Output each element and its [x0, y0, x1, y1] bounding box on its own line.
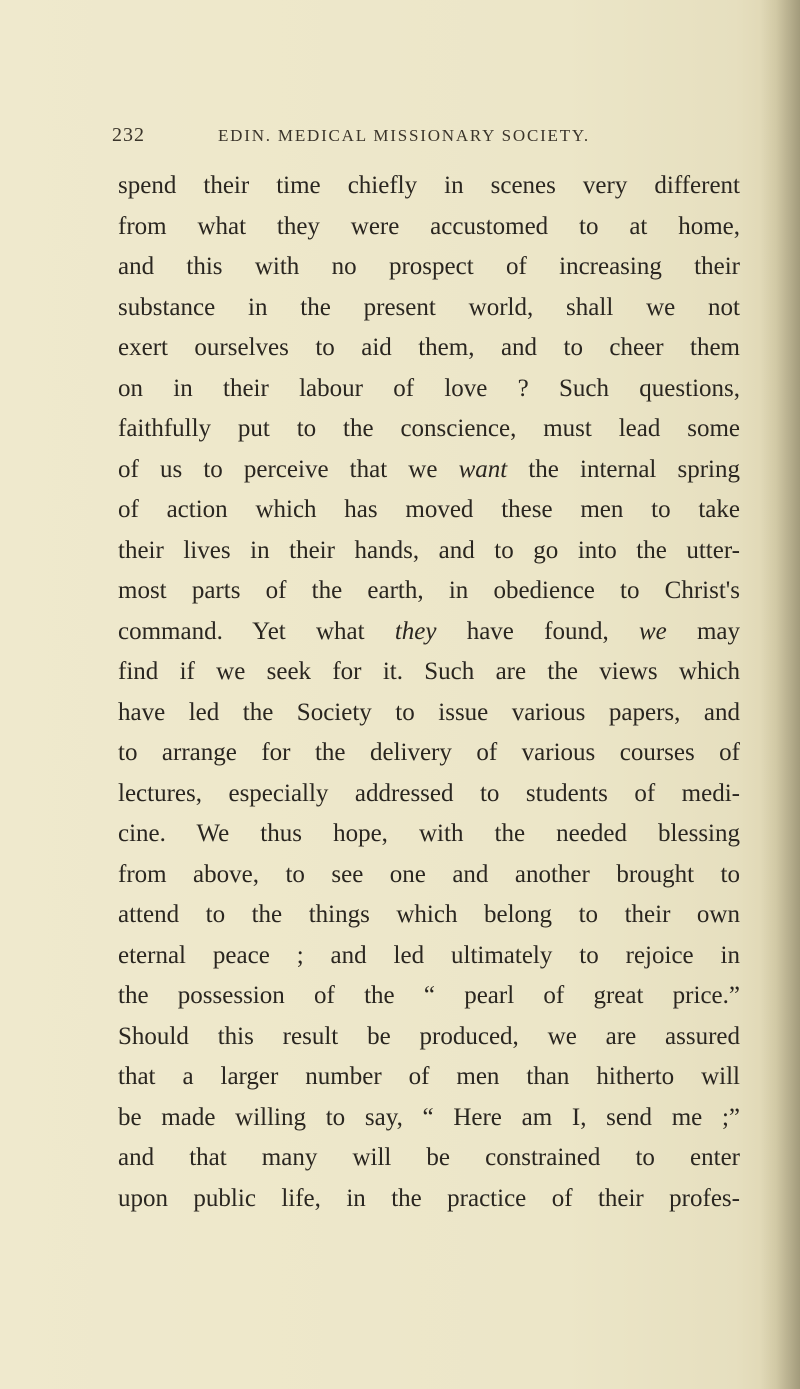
text-line: eternal peace ; and led ultimately to rejoice in: [118, 941, 740, 969]
text-line: to arrange for the delivery of various courses of: [118, 739, 740, 766]
text-line: substance in the present world, shall we not: [118, 293, 740, 321]
text-line: attend to the things which belong to their own: [118, 901, 740, 928]
body-text: [118, 166, 740, 1219]
text-line: have led the Society to issue various papers, and: [118, 698, 740, 726]
page-header: [112, 124, 752, 154]
text-line: from what they were accustomed to at home,: [118, 212, 740, 240]
italic-word: we: [638, 617, 667, 645]
italic-word: they: [394, 617, 437, 645]
text-line: cine. We thus hope, with the needed blessing: [118, 820, 740, 847]
running-head: EDIN. MEDICAL MISSIONARY SOCIETY.: [218, 126, 590, 145]
italic-word: want: [458, 455, 508, 483]
text-line: that a larger number of men than hitherto will: [118, 1063, 740, 1090]
text-line: find if we seek for it. Such are the views which: [118, 658, 740, 685]
text-line: lectures, especially addressed to students of medi-: [118, 779, 740, 807]
text-line: their lives in their hands, and to go into the utter-: [118, 536, 740, 564]
text-line: and that many will be constrained to enter: [118, 1144, 740, 1171]
text-line: of us to perceive that we want the internal spring: [118, 455, 740, 483]
text-line: faithfully put to the conscience, must lead some: [118, 415, 740, 442]
text-line: of action which has moved these men to take: [118, 496, 740, 523]
text-line: spend their time chiefly in scenes very different: [118, 172, 740, 199]
text-line: exert ourselves to aid them, and to cheer them: [118, 334, 740, 361]
page-number: 232: [112, 124, 145, 146]
text-line: command. Yet what they have found, we may: [118, 617, 740, 645]
text-line: from above, to see one and another brought to: [118, 860, 740, 888]
text-line: upon public life, in the practice of their profes-: [118, 1184, 740, 1212]
text-line: Should this result be produced, we are assured: [118, 1022, 740, 1050]
text-line: most parts of the earth, in obedience to Christ's: [118, 577, 740, 604]
text-line: be made willing to say, “ Here am I, send me ;”: [118, 1103, 740, 1131]
text-line: and this with no prospect of increasing their: [118, 253, 740, 280]
page-edge-shadow: [760, 0, 800, 1389]
text-line: the possession of the “ pearl of great price.”: [118, 982, 740, 1009]
text-line: on in their labour of love ? Such questions,: [118, 374, 740, 402]
